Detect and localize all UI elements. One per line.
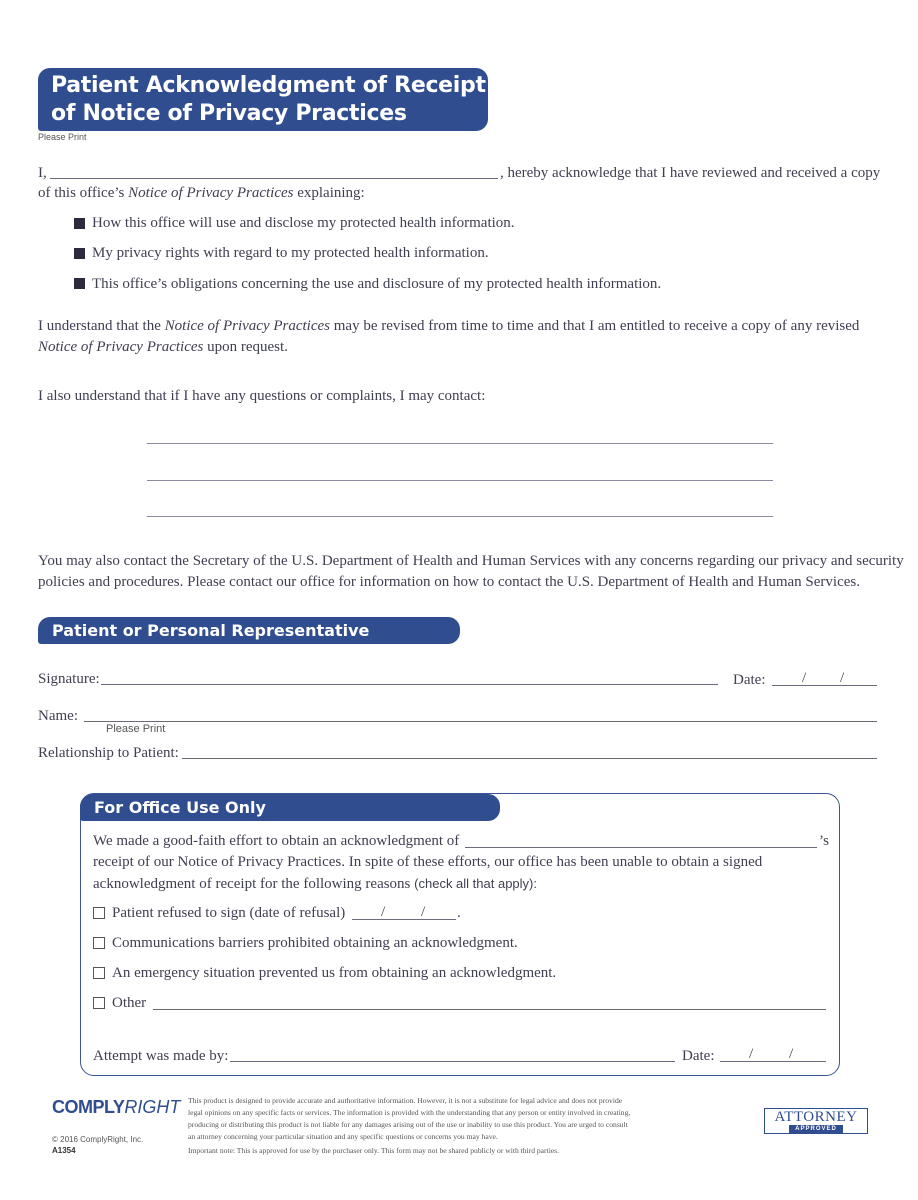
- office-l3-b: (check all that apply):: [414, 876, 537, 891]
- rep-date-label: Date:: [733, 672, 766, 688]
- contact-line-1[interactable]: [147, 443, 773, 444]
- office-l3-a: acknowledgment of receipt for the following reasons: [93, 876, 415, 892]
- office-l1-b: ’s: [819, 833, 830, 849]
- badge-bottom-text: APPROVED: [789, 1125, 843, 1133]
- ack-line2: [38, 183, 365, 204]
- name-label: Name:: [38, 708, 78, 724]
- relationship-line[interactable]: [182, 758, 877, 759]
- understand-l1-italic: Notice of Privacy Practices: [164, 318, 330, 334]
- disclaimer-line: an attorney concerning your particular situation and any specific questions or concerns you may have.: [188, 1132, 498, 1141]
- secretary-line2: policies and procedures. Please contact our office for information on how to contact the U.S. Department of Health and Human Services.: [38, 574, 860, 590]
- office-date-label: Date:: [682, 1048, 715, 1064]
- date-slash: /: [840, 670, 845, 686]
- refused-label: Patient refused to sign (date of refusal): [112, 905, 346, 921]
- bullet-item: My privacy rights with regard to my protected health information.: [92, 245, 489, 261]
- understand-l2-italic: Notice of Privacy Practices: [38, 339, 204, 355]
- date-slash: /: [381, 904, 386, 920]
- attempt-line[interactable]: [230, 1061, 675, 1062]
- communications-checkbox[interactable]: [93, 937, 105, 949]
- bullet-marker: [74, 248, 85, 259]
- date-slash: /: [421, 904, 426, 920]
- disclaimer-line: legal opinions on any specific facts or services. The information is provided with the understanding that any person or entity involved in creating,: [188, 1108, 631, 1117]
- copyright-text: © 2016 ComplyRight, Inc.: [52, 1135, 144, 1144]
- refusal-period: .: [457, 905, 461, 921]
- attorney-approved-badge: [764, 1108, 868, 1134]
- ack-line2-suffix: explaining:: [293, 185, 365, 201]
- disclaimer-line: This product is designed to provide accurate and authoritative information. However, it is not a substitute for legal advice and does not provide: [188, 1096, 623, 1105]
- understand-l1-b: may be revised from time to time and that I am entitled to receive a copy of any revised: [330, 318, 860, 334]
- other-checkbox[interactable]: [93, 997, 105, 1009]
- disclaimer-line: producing or distributing this product is not liable for any damages arising out of the use or inability to use this product. You are urged to consult: [188, 1120, 628, 1129]
- rep-section-heading: Patient or Personal Representative: [38, 617, 460, 644]
- patient-name-line[interactable]: [50, 178, 498, 179]
- office-l3: [93, 873, 537, 895]
- signature-label: Signature:: [38, 671, 100, 687]
- office-l1-a: We made a good-faith effort to obtain an acknowledgment of: [93, 833, 460, 849]
- bullet-item: How this office will use and disclose my protected health information.: [92, 215, 515, 231]
- complyright-logo: [52, 1097, 180, 1118]
- other-label: Other: [112, 995, 147, 1011]
- other-reason-line[interactable]: [153, 1009, 826, 1010]
- ack-prefix: I,: [38, 165, 47, 181]
- logo-right: RIGHT: [124, 1097, 181, 1117]
- contact-line-2[interactable]: [147, 480, 773, 481]
- emergency-label: An emergency situation prevented us from obtaining an acknowledgment.: [112, 965, 557, 981]
- date-slash: /: [802, 670, 807, 686]
- understand-l2-b: upon request.: [203, 339, 288, 355]
- office-section-heading: For Office Use Only: [80, 794, 500, 821]
- office-date-line[interactable]: [720, 1061, 826, 1062]
- please-print-hint: Please Print: [38, 132, 87, 142]
- form-title-line1: Patient Acknowledgment of Receipt: [51, 73, 486, 98]
- ack-suffix: , hereby acknowledge that I have reviewed and received a copy: [500, 165, 881, 181]
- understand-l1-a: I understand that the: [38, 318, 165, 334]
- patient-name-office-line[interactable]: [465, 847, 817, 848]
- name-please-print: Please Print: [106, 723, 166, 735]
- relationship-label: Relationship to Patient:: [38, 745, 179, 761]
- office-l2: receipt of our Notice of Privacy Practices. In spite of these efforts, our office has been unable to obtain a signed: [93, 854, 763, 870]
- bullet-marker: [74, 278, 85, 289]
- understand-line2: [38, 337, 288, 358]
- refused-checkbox[interactable]: [93, 907, 105, 919]
- communications-label: Communications barriers prohibited obtaining an acknowledgment.: [112, 935, 518, 951]
- bullet-marker: [74, 218, 85, 229]
- form-title-line2: of Notice of Privacy Practices: [51, 101, 407, 126]
- badge-top-text: ATTORNEY: [774, 1109, 858, 1125]
- form-title-banner: [38, 68, 488, 131]
- secretary-line1: You may also contact the Secretary of the U.S. Department of Health and Human Services with any concerns regarding our privacy and security: [38, 553, 904, 569]
- logo-comply: COMPLY: [52, 1097, 125, 1117]
- contact-text: I also understand that if I have any questions or complaints, I may contact:: [38, 388, 486, 404]
- date-slash: /: [789, 1046, 794, 1062]
- rep-date-line[interactable]: [772, 685, 877, 686]
- bullet-item: This office’s obligations concerning the use and disclosure of my protected health information.: [92, 276, 662, 292]
- date-slash: /: [749, 1046, 754, 1062]
- signature-line[interactable]: [101, 684, 718, 685]
- contact-line-3[interactable]: [147, 516, 773, 517]
- important-note: Important note: This is approved for use by the purchaser only. This form may not be shared publicly or with third parties.: [188, 1146, 560, 1155]
- understand-line1: [38, 316, 859, 337]
- emergency-checkbox[interactable]: [93, 967, 105, 979]
- attempt-label: Attempt was made by:: [93, 1048, 229, 1064]
- form-number: A1354: [52, 1146, 76, 1155]
- ack-line2-italic: Notice of Privacy Practices: [128, 185, 294, 201]
- name-line[interactable]: [84, 721, 877, 722]
- refusal-date-line[interactable]: [352, 919, 456, 920]
- ack-line2-prefix: of this office’s: [38, 185, 129, 201]
